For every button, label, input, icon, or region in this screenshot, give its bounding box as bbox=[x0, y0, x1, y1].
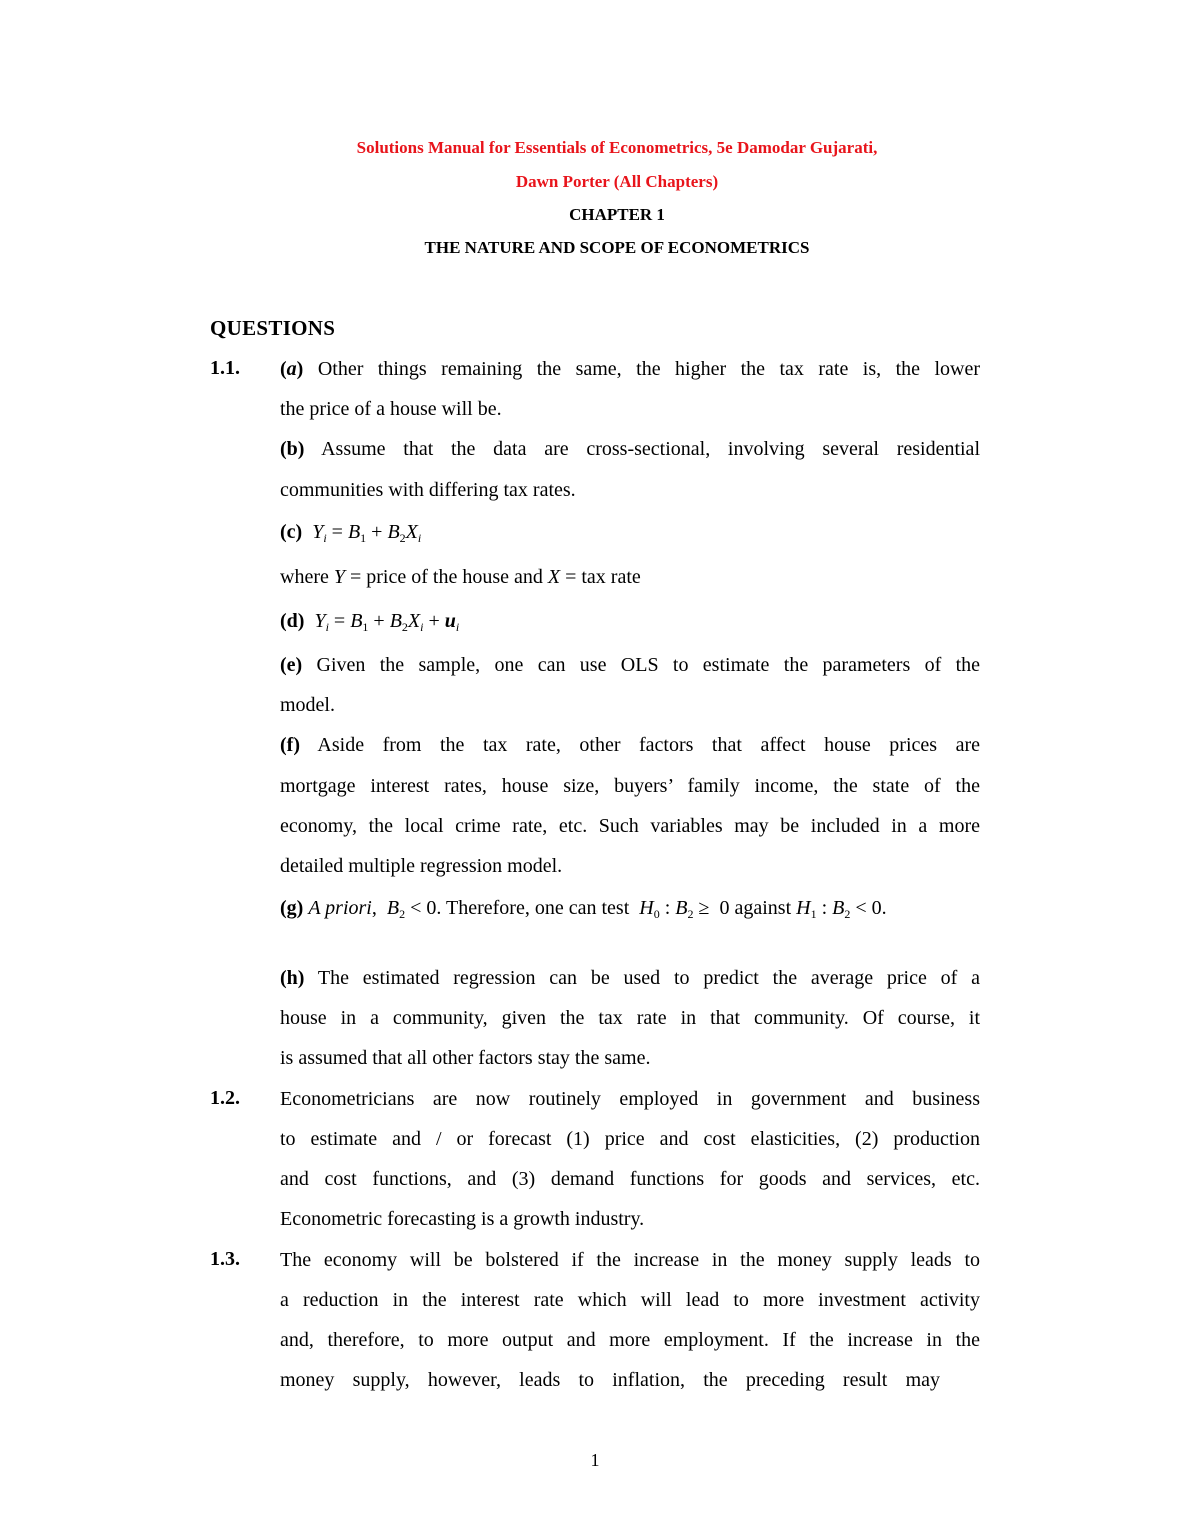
question-number: 1.2. bbox=[210, 1087, 240, 1109]
answer-line: and, therefore, to more output and more employment. If the increase in the bbox=[280, 1329, 980, 1351]
section-heading: QUESTIONS bbox=[210, 316, 336, 340]
answer-text: Assume that the data are cross-sectional, involving several residential bbox=[321, 438, 980, 460]
answer-c-where: where Y = price of the house and X = tax rate bbox=[280, 566, 641, 588]
page-number: 1 bbox=[590, 1450, 600, 1470]
answer-a-line: the price of a house will be. bbox=[280, 398, 502, 420]
answer-label: (f) bbox=[280, 734, 300, 756]
answer-line: The economy will be bolstered if the increase in the money supply leads to bbox=[280, 1249, 980, 1271]
answer-text: Given the sample, one can use OLS to estimate the parameters of the bbox=[316, 654, 981, 676]
answer-text: The estimated regression can be used to predict the average price of a bbox=[317, 967, 981, 989]
answer-e-line: model. bbox=[280, 694, 335, 716]
answer-g-line: (g) A priori, $B_2 < 0$. Therefore, one can test $H_0$ : $B_2 \ge 0$ against $H_1$ : $B_2 < 0$. bbox=[280, 897, 887, 921]
chapter-number: CHAPTER 1 bbox=[569, 205, 665, 224]
answer-line: Econometric forecasting is a growth industry. bbox=[280, 1208, 645, 1230]
question-number: 1.1. bbox=[210, 357, 240, 379]
answer-e-line bbox=[280, 653, 980, 677]
answer-c-equation: (c) $Y_i = B_1 + B_2X_i$ bbox=[280, 521, 422, 545]
answer-f-line: detailed multiple regression model. bbox=[280, 855, 563, 877]
answer-line: money supply, however, leads to inflation, the preceding result may bbox=[280, 1369, 940, 1391]
document-title-line-1: Solutions Manual for Essentials of Econometrics, 5e Damodar Gujarati, bbox=[356, 138, 878, 157]
answer-line: Econometricians are now routinely employed in government and business bbox=[280, 1088, 980, 1110]
answer-h-line bbox=[280, 966, 980, 990]
answer-a-line bbox=[280, 357, 980, 381]
answer-line: and cost functions, and (3) demand functions for goods and services, etc. bbox=[280, 1168, 980, 1190]
document-title-line-2: Dawn Porter (All Chapters) bbox=[515, 172, 719, 191]
answer-label: (h) bbox=[280, 967, 305, 989]
answer-h-line: house in a community, given the tax rate in that community. Of course, it bbox=[280, 1007, 980, 1029]
answer-label: (c) bbox=[280, 521, 303, 543]
answer-line: to estimate and / or forecast (1) price and cost elasticities, (2) production bbox=[280, 1128, 980, 1150]
answer-text: Other things remaining the same, the higher the tax rate is, the lower bbox=[317, 358, 980, 380]
answer-label: (d) bbox=[280, 610, 305, 632]
chapter-title: THE NATURE AND SCOPE OF ECONOMETRICS bbox=[424, 238, 810, 257]
answer-label-a: a bbox=[286, 358, 297, 380]
answer-d-equation: (d) $Y_i = B_1 + B_2X_i + u_i$ bbox=[280, 610, 460, 634]
answer-b-line: communities with differing tax rates. bbox=[280, 479, 576, 501]
answer-f-line: economy, the local crime rate, etc. Such variables may be included in a more bbox=[280, 815, 980, 837]
question-number: 1.3. bbox=[210, 1248, 240, 1270]
answer-label: (a) bbox=[280, 358, 304, 380]
answer-f-line: mortgage interest rates, house size, buyers’ family income, the state of the bbox=[280, 775, 980, 797]
answer-h-line: is assumed that all other factors stay the same. bbox=[280, 1047, 651, 1069]
answer-label: (b) bbox=[280, 438, 305, 460]
answer-label: (e) bbox=[280, 654, 303, 676]
answer-label: (g) bbox=[280, 897, 304, 919]
answer-line: a reduction in the interest rate which will lead to more investment activity bbox=[280, 1289, 980, 1311]
answer-b-line bbox=[280, 437, 980, 461]
answer-f-line bbox=[280, 733, 980, 757]
answer-text: Aside from the tax rate, other factors that affect house prices are bbox=[317, 734, 980, 756]
